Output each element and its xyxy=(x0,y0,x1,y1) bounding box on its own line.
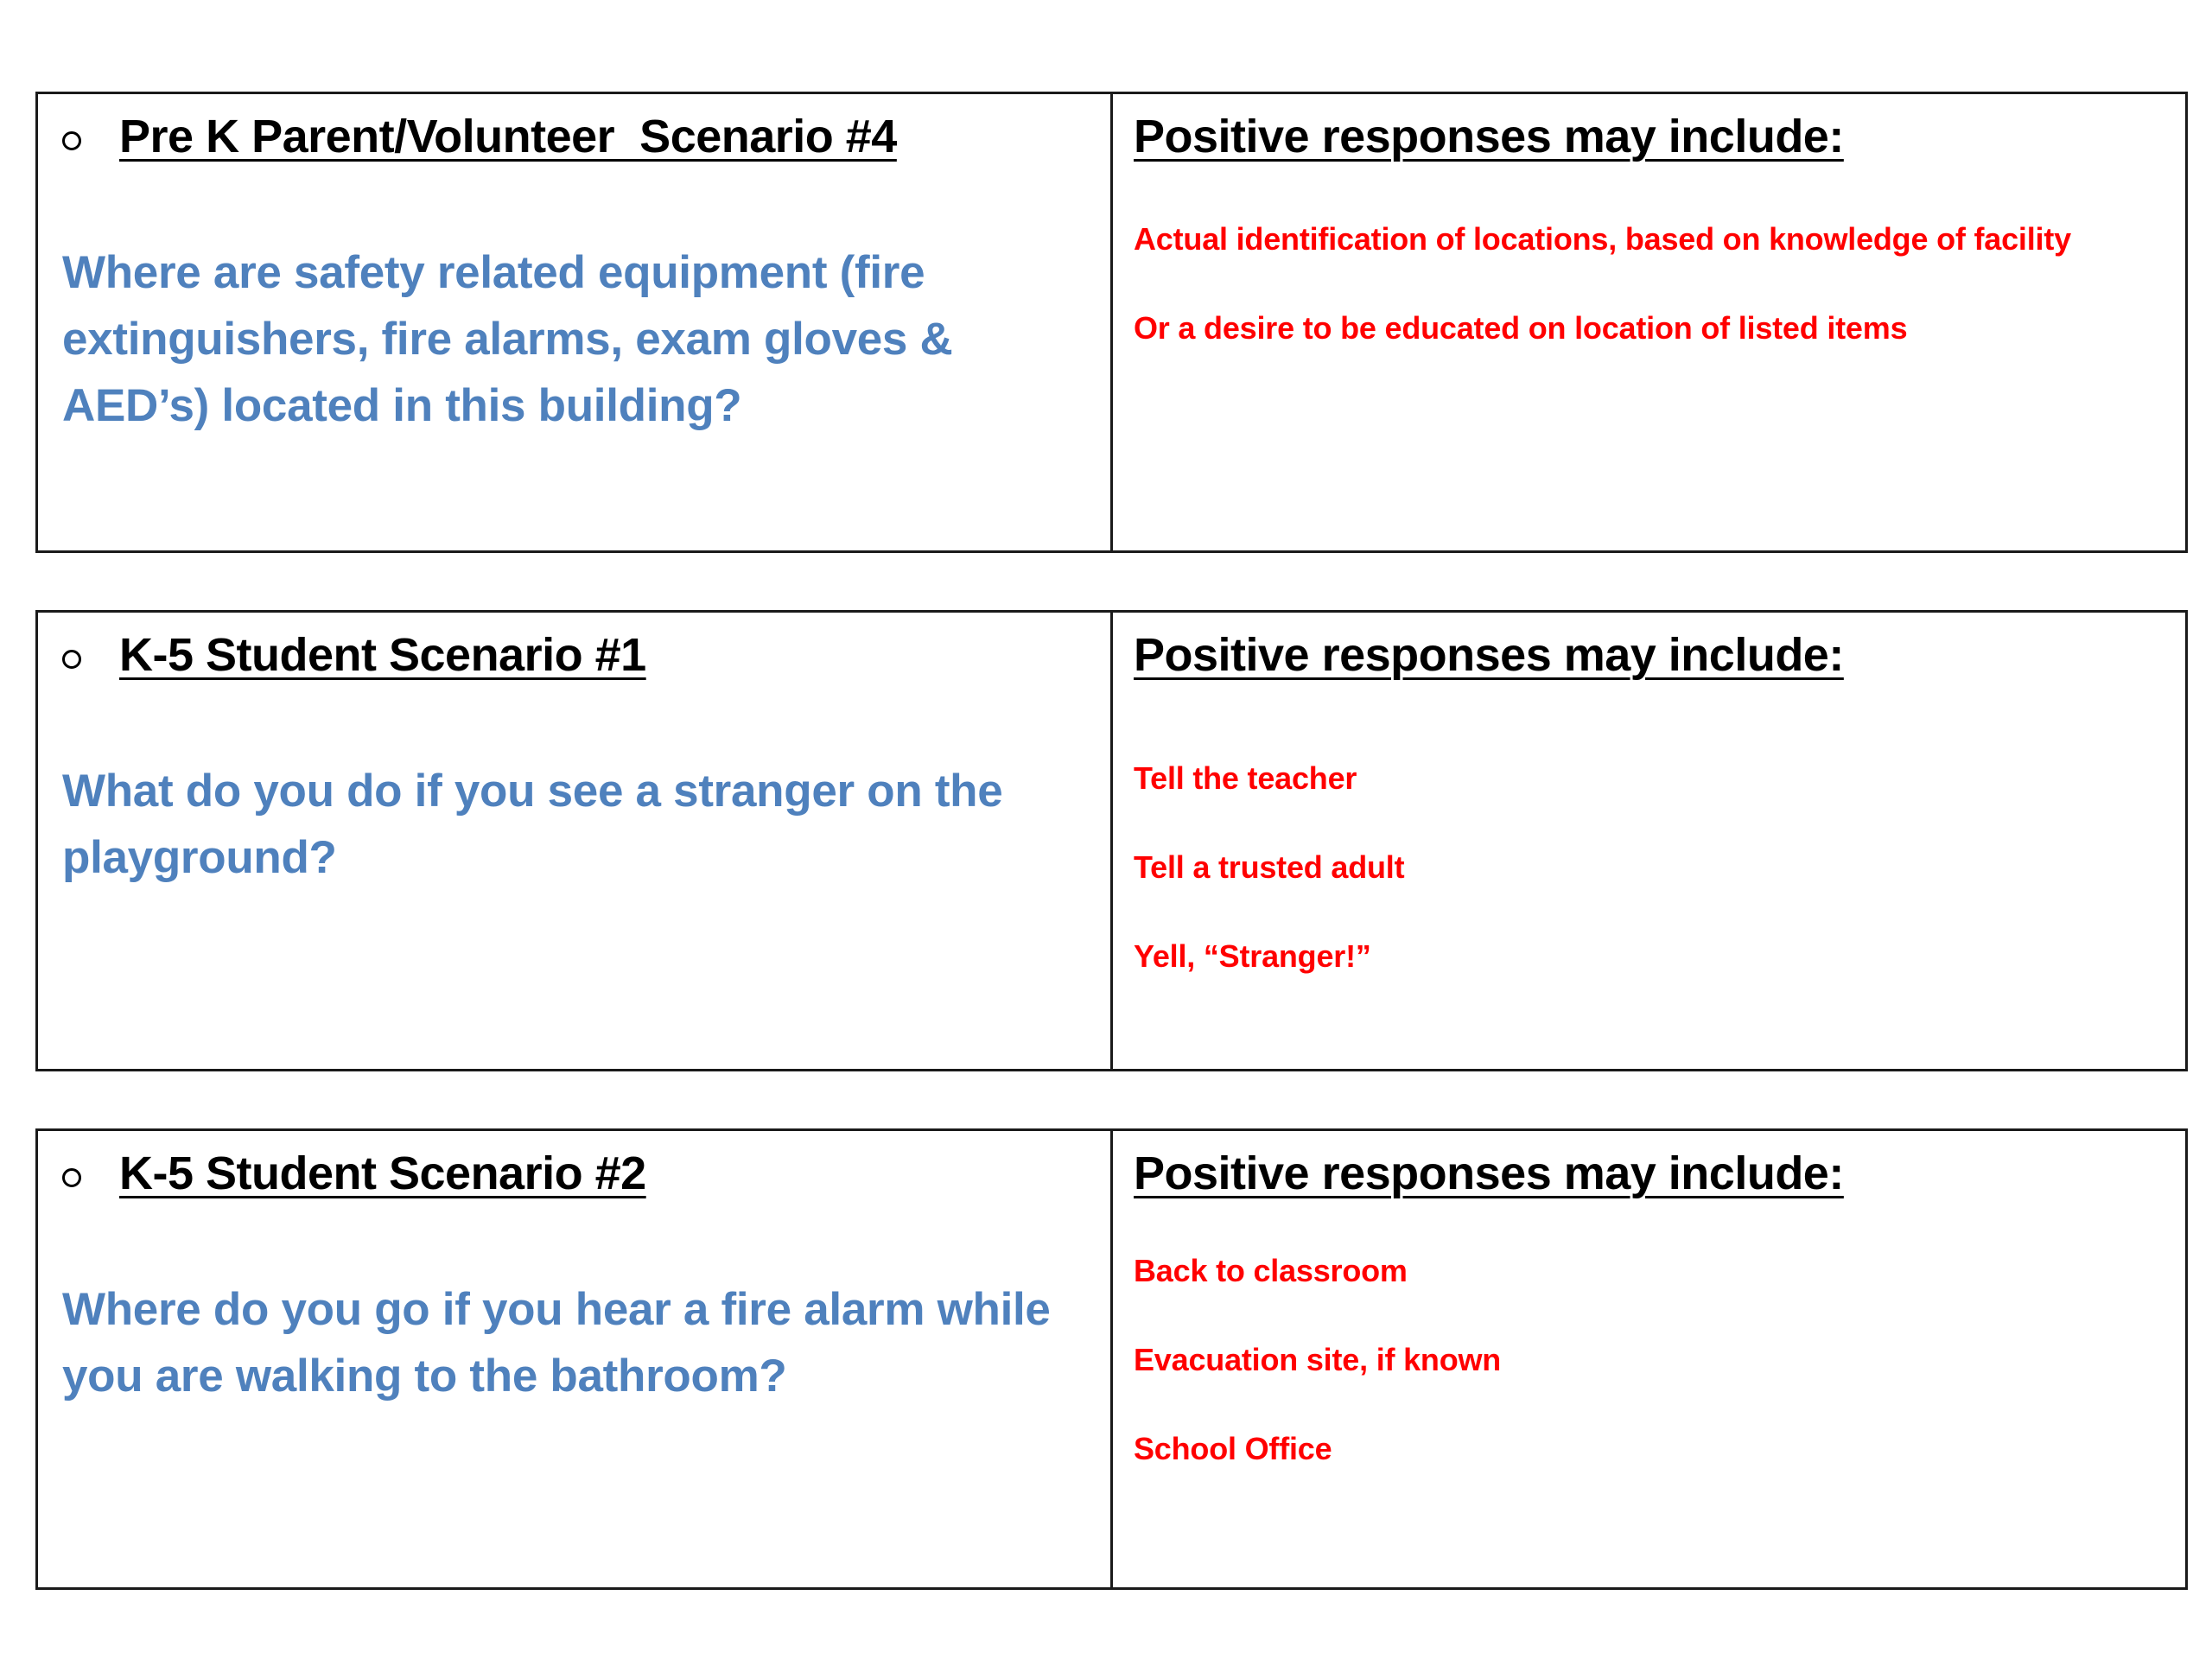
scenario-panel xyxy=(38,94,1113,550)
responses-panel xyxy=(1113,613,2185,1069)
response-item: Yell, “Stranger!” xyxy=(1134,938,1371,974)
scenario-title: K-5 Student Scenario #1 xyxy=(119,629,646,681)
scenario-header xyxy=(62,110,897,163)
responses-heading: Positive responses may include: xyxy=(1134,1147,1844,1199)
responses-heading: Positive responses may include: xyxy=(1134,629,1844,681)
scenario-title: Pre K Parent/Volunteer Scenario #4 xyxy=(119,111,897,162)
scenario-question: Where do you go if you hear a fire alarm while you are walking to the bathroom? xyxy=(62,1284,1051,1402)
scenario-header xyxy=(62,1147,646,1200)
responses-list xyxy=(1134,1252,2168,1519)
circle-bullet-icon xyxy=(62,131,81,150)
scenario-panel xyxy=(38,613,1113,1069)
scenario-panel xyxy=(38,1131,1113,1587)
scenario-card-3 xyxy=(35,1128,2188,1590)
response-item: Or a desire to be educated on location of listed items xyxy=(1134,310,1908,346)
responses-list xyxy=(1134,760,2168,1027)
response-item: Tell the teacher xyxy=(1134,760,1357,796)
responses-panel xyxy=(1113,1131,2185,1587)
circle-bullet-icon xyxy=(62,650,81,669)
scenario-question: What do you do if you see a stranger on the playground? xyxy=(62,766,1003,883)
response-item: Evacuation site, if known xyxy=(1134,1342,1502,1377)
response-item: School Office xyxy=(1134,1431,1332,1466)
circle-bullet-icon xyxy=(62,1168,81,1187)
responses-heading: Positive responses may include: xyxy=(1134,111,1844,162)
scenario-card-1 xyxy=(35,92,2188,553)
scenario-header xyxy=(62,628,646,682)
response-item: Actual identification of locations, based on knowledge of facility xyxy=(1134,221,2071,257)
scenario-title: K-5 Student Scenario #2 xyxy=(119,1147,646,1199)
scenario-card-2 xyxy=(35,610,2188,1071)
response-item: Tell a trusted adult xyxy=(1134,849,1405,885)
scenario-question: Where are safety related equipment (fire extinguishers, fire alarms, exam gloves & AED’s) located in this building? xyxy=(62,247,953,431)
responses-panel xyxy=(1113,94,2185,550)
responses-list xyxy=(1134,220,2168,398)
response-item: Back to classroom xyxy=(1134,1253,1408,1288)
